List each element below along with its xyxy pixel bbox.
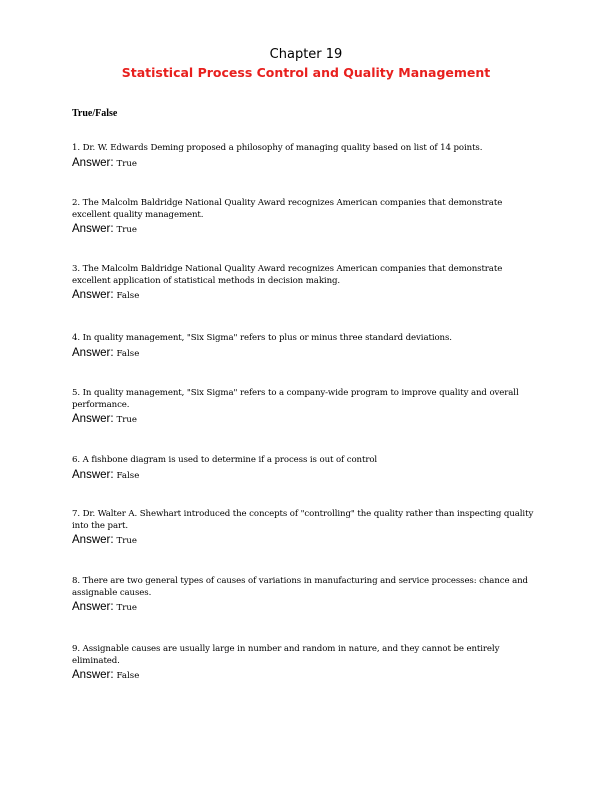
chapter-title: Statistical Process Control and Quality Management [121, 65, 491, 80]
answer-value: False [116, 291, 140, 301]
question-text: 5. In quality management, "Six Sigma" refers to a company-wide program to improve quality and overall performance. [72, 388, 519, 410]
answer-label: Answer: [72, 601, 114, 613]
question-text: 4. In quality management, "Six Sigma" refers to plus or minus three standard deviations. [72, 333, 452, 343]
answer-label: Answer: [72, 346, 114, 359]
answer-label: Answer: [72, 669, 114, 681]
question-item [72, 198, 542, 237]
answer-label: Answer: [72, 468, 114, 481]
question-text: 6. A fishbone diagram is used to determine if a process is out of control [72, 455, 378, 465]
answer-line [72, 345, 542, 361]
question-item [72, 143, 542, 171]
answer-line [72, 667, 542, 683]
answer-line [72, 599, 542, 615]
question-item [72, 644, 542, 683]
question-text: 2. The Malcolm Baldridge National Quality Award recognizes American companies that demonstrate excellent quality management. [72, 198, 503, 220]
answer-value: False [116, 348, 140, 359]
answer-line [72, 411, 542, 427]
question-text: 7. Dr. Walter A. Shewhart introduced the concepts of "controlling" the quality rather than inspecting quality into the part. [72, 509, 534, 531]
question-item [72, 388, 542, 427]
question-text: 1. Dr. W. Edwards Deming proposed a philosophy of managing quality based on list of 14 points. [72, 143, 483, 153]
answer-value: True [116, 415, 138, 425]
question-item [72, 333, 542, 361]
answer-label: Answer: [72, 534, 114, 546]
answer-value: True [116, 536, 138, 546]
answer-value: True [116, 225, 138, 235]
answer-value: True [116, 158, 138, 169]
answer-value: False [116, 470, 140, 481]
question-text: 9. Assignable causes are usually large in number and random in nature, and they cannot be entirely eliminated. [72, 644, 500, 666]
answer-value: False [116, 671, 140, 681]
question-text: 8. There are two general types of causes of variations in manufacturing and service processes: chance and assignable causes. [72, 576, 528, 598]
answer-line [72, 155, 542, 171]
answer-line [72, 287, 542, 303]
answer-label: Answer: [72, 223, 114, 235]
question-item [72, 455, 542, 483]
answer-value: True [116, 603, 138, 613]
question-text: 3. The Malcolm Baldridge National Quality Award recognizes American companies that demonstrate excellent application of statistical methods in decision making. [72, 264, 503, 286]
answer-line [72, 221, 542, 237]
answer-label: Answer: [72, 413, 114, 425]
question-item [72, 264, 542, 303]
question-item [72, 509, 542, 548]
answer-line [72, 532, 542, 548]
section-heading: True/False [72, 108, 118, 119]
answer-line [72, 467, 542, 483]
answer-label: Answer: [72, 156, 114, 169]
question-item [72, 576, 542, 615]
chapter-heading: Chapter 19 [269, 47, 343, 62]
answer-label: Answer: [72, 289, 114, 301]
